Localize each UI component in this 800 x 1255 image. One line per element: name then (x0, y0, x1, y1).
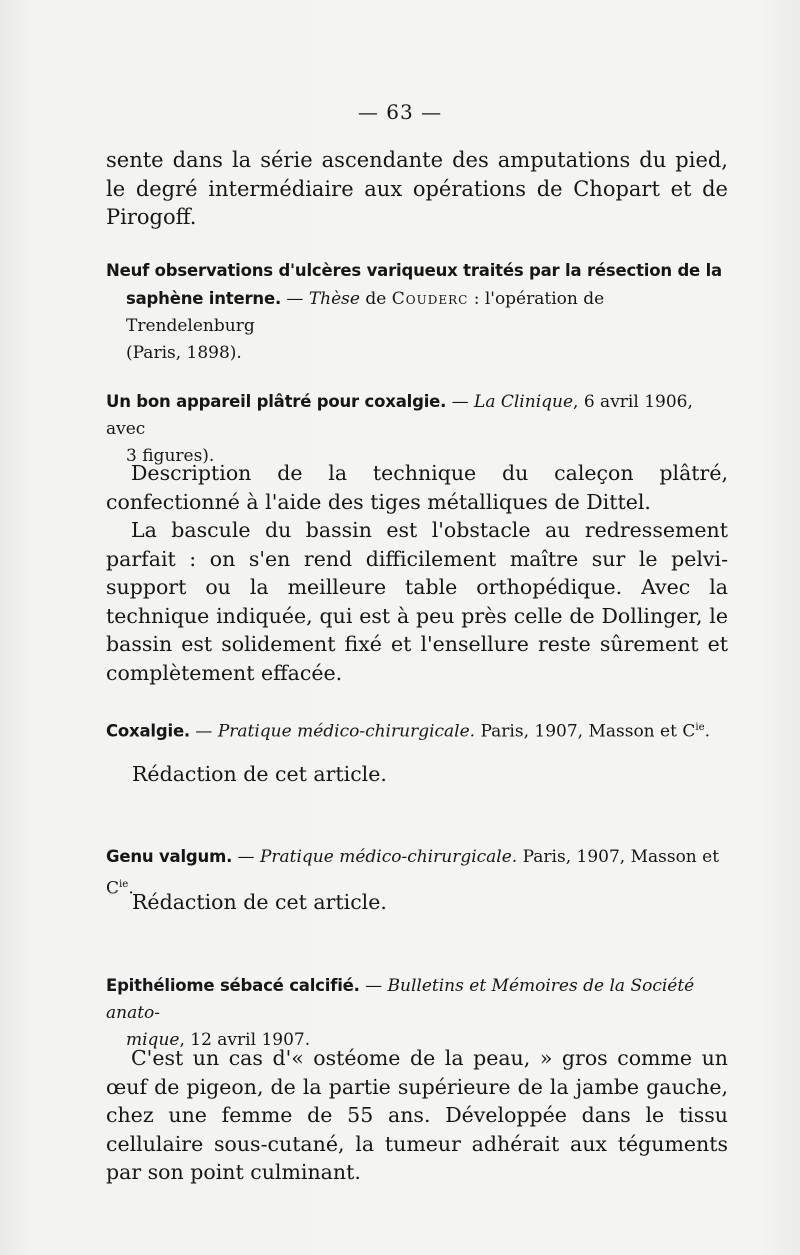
entry-source-italic: Pratique médico-chirurgicale. (259, 847, 518, 867)
entry-end: . (704, 721, 711, 742)
entry-source-rest: , 6 avril 1906, avec (106, 392, 693, 439)
entry-title: Genu valgum. (106, 847, 233, 866)
entry-title-cont: saphène interne. (126, 289, 282, 308)
entry-source-rest: Paris, 1907, Masson et C (106, 847, 720, 899)
entry-dash: — (446, 392, 475, 412)
entry-sup: ie (119, 879, 129, 890)
entry-title: Coxalgie. (106, 721, 191, 741)
entry-title: Epithéliome sébacé calcifié. (106, 976, 360, 995)
paragraph-epitheliome (106, 1044, 728, 1187)
paragraph-coxalgie: Rédaction de cet article. (132, 762, 387, 786)
entry-source-line2: 3 figures). (126, 446, 215, 466)
entry-source-italic: La Clinique (474, 392, 574, 412)
opening-paragraph-text: sente dans la série ascendante des amputations du pied, le degré intermédiaire aux opérations de Chopart et de Pirogoff. (106, 148, 728, 229)
entry-title: Neuf observations d'ulcères variqueux traités par la résection de la (106, 261, 722, 280)
entry-source-italic-line2: mique (126, 1030, 180, 1050)
paragraph-platre-1: Description de la technique du caleçon plâtré, confectionné à l'aide des tiges métalliques de Dittel. (106, 461, 728, 514)
entry-source-part-b: : l'opération de Trendelenburg (126, 289, 605, 336)
entry-dash: — (232, 847, 260, 867)
entry-end: . (128, 878, 134, 899)
paragraph-epitheliome-text: C'est un cas d'« ostéome de la peau, » gros comme un œuf de pigeon, de la partie supérieure de la jambe gauche, chez une femme de 55 ans. Développée dans le tissu cellulaire sous-cutané, la tumeur adhérait aux téguments par son point culminant. (106, 1046, 728, 1184)
entry-ulceres-varique (106, 257, 728, 367)
entry-source-part-a: de (359, 289, 392, 309)
opening-paragraph (106, 146, 728, 232)
page-number: — 63 — (357, 100, 443, 124)
entry-appareil-platre (106, 388, 728, 470)
entry-dash: — (359, 976, 388, 996)
entry-epitheliome (106, 972, 728, 1054)
entry-source-rest-line2: , 12 avril 1907. (179, 1030, 311, 1050)
paragraph-platre (106, 459, 728, 687)
entry-source-line2: (Paris, 1898). (126, 343, 242, 363)
entry-coxalgie (106, 714, 728, 746)
entry-source-italic: Bulletins et Mémoires de la Société anato- (106, 976, 695, 1023)
entry-title: Un bon appareil plâtré pour coxalgie. (106, 392, 447, 411)
entry-sup: ie (695, 722, 705, 733)
entry-author: Couderc (391, 289, 469, 309)
entry-dash: — (190, 721, 218, 742)
entry-source-italic: Thèse (308, 289, 360, 309)
paragraph-genu: Rédaction de cet article. (132, 890, 387, 914)
entry-dash: — (281, 289, 309, 309)
entry-source-rest: Paris, 1907, Masson et C (475, 721, 696, 742)
entry-source-italic: Pratique médico-chirurgicale. (217, 721, 476, 742)
paragraph-platre-2: La bascule du bassin est l'obstacle au redressement parfait : on s'en rend difficilement maître sur le pelvi-support ou la meilleure table orthopédique. Avec la technique indiquée, qui est à peu près celle de Dollinger, le bassin est solidement fixé et l'ensellure reste sûrement et complètement effacée. (106, 518, 728, 685)
